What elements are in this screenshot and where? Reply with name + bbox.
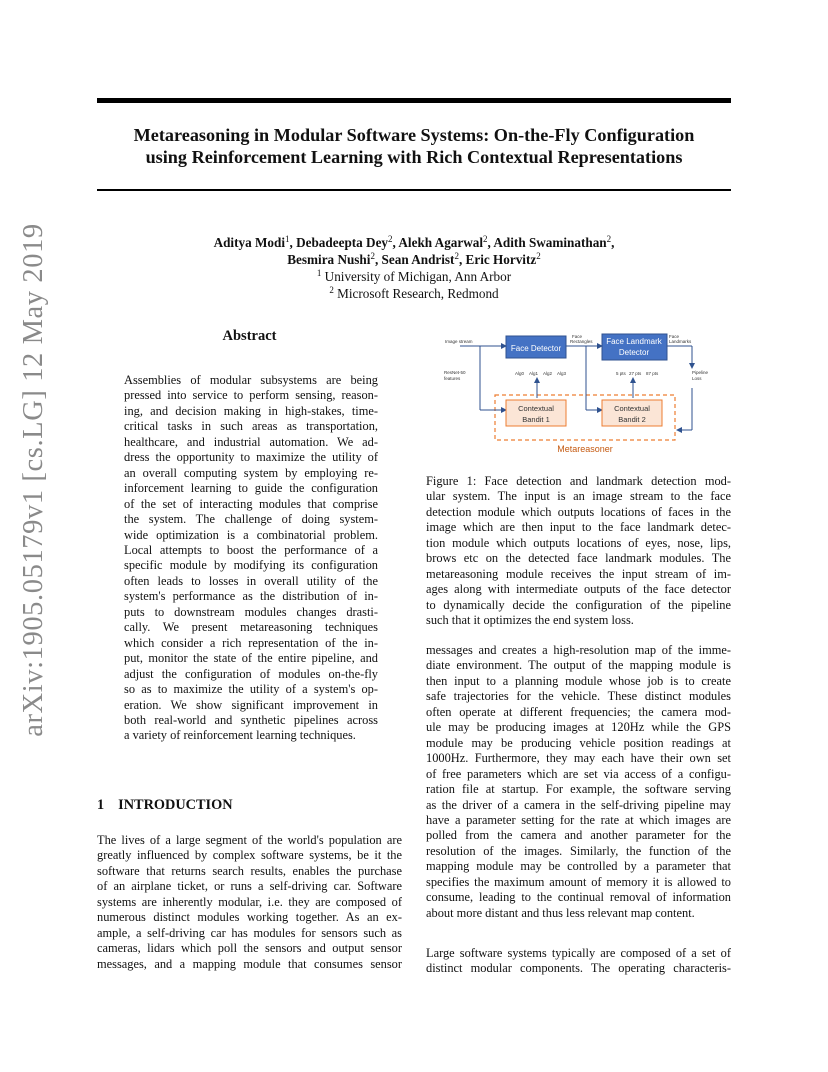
paper-title: Metareasoning in Modular Software Systems: On-the-Fly Configuration using Reinforcement Learning with Rich Contextual Representations bbox=[133, 125, 695, 167]
label-face-land-2: Landmarks bbox=[669, 339, 692, 344]
label-pipeline-2: Loss bbox=[692, 376, 702, 381]
section-heading-introduction: 1 INTRODUCTION bbox=[97, 797, 233, 813]
text-line: of the set of interacting modules that comprise bbox=[124, 496, 378, 511]
text-line: image which are then input to the face landmark detec- bbox=[426, 520, 731, 535]
text-line: wide optimization is a combinatorial problem. bbox=[124, 527, 378, 542]
text-line: often leads to losses in overall utility of the bbox=[124, 573, 378, 588]
text-line: Figure 1: Face detection and landmark detection mod- bbox=[426, 474, 731, 488]
text-line: puts to downstream modules changes drasti- bbox=[124, 604, 378, 619]
text-line: messages, and a mapping module that consumes sensor bbox=[97, 956, 402, 971]
landmark-choice: 87 pts bbox=[646, 371, 659, 376]
text-line: messages and creates a high-resolution map of the imme- bbox=[426, 643, 731, 657]
text-line: systems are inherently modular, i.e. they are composed of bbox=[97, 894, 402, 909]
intro-paragraph bbox=[97, 833, 402, 972]
text-line: 1000Hz. Furthermore, they may each have their own set bbox=[426, 751, 731, 766]
text-line: which consider a rich representation of the in- bbox=[124, 635, 378, 650]
text-line: tion module which outputs locations of eyes, nose, lips, bbox=[426, 535, 731, 550]
text-line: consume, leading to the continual removal of information bbox=[426, 890, 731, 905]
text-line: inforcement learning to guide the configuration bbox=[124, 481, 378, 496]
text-line: pressed into service to perform sensing, reason- bbox=[124, 388, 378, 403]
text-line: adjust the configuration of modules on-the-fly bbox=[124, 666, 378, 681]
text-line: both real-world and synthetic pipelines across bbox=[124, 712, 378, 727]
face-landmark-label-2: Detector bbox=[618, 348, 650, 357]
text-line: put, monitor the state of the entire pipeline, and bbox=[124, 651, 378, 666]
text-line: the system. The challenge of doing system- bbox=[124, 512, 378, 527]
text-line: so as to maximize the utility of a system's op- bbox=[124, 682, 378, 697]
figure-1-caption bbox=[426, 474, 731, 629]
text-line: detection module which outputs locations of faces in the bbox=[426, 504, 731, 519]
alg-choice: Alg3 bbox=[557, 371, 567, 376]
label-face-rect-1: Face bbox=[572, 334, 583, 339]
face-detector-label: Face Detector bbox=[510, 344, 562, 353]
text-line: specifies the maximum amount of memory it is allowed to bbox=[426, 874, 731, 889]
author-line-2: Besmira Nushi$^2$, Sean Andrist$^2$, Eric Horvitz$^2$ bbox=[287, 251, 541, 267]
text-line: diate environment. The output of the mapping module is bbox=[426, 658, 731, 673]
text-line: ample, a self-driving car has modules for sensors such as bbox=[97, 925, 402, 940]
text-line: have a parameter setting for the rate at which images are bbox=[426, 812, 731, 827]
text-line: resolution of the images. Similarly, the function of the bbox=[426, 843, 731, 858]
abstract-heading: Abstract bbox=[222, 328, 277, 344]
figure-1-diagram bbox=[440, 330, 730, 460]
text-line: specific module by modifying its configuration bbox=[124, 558, 378, 573]
landmark-choice: 27 pts bbox=[629, 371, 642, 376]
text-line: brows etc on the detected face landmark modules. The bbox=[426, 551, 731, 566]
author-line-1: Aditya Modi$^1$, Debadeepta Dey$^2$, Alekh Agarwal$^2$, Adith Swaminathan$^2$, bbox=[213, 234, 615, 250]
text-line: polled from the camera and another parameter for the bbox=[426, 828, 731, 843]
bandit-1-label-1: Contextual bbox=[518, 404, 554, 413]
alg-choice: Alg0 bbox=[515, 371, 525, 376]
bandit-1-label-2: Bandit 1 bbox=[522, 415, 550, 424]
text-line: an overall computing system by employing re- bbox=[124, 465, 378, 480]
label-resnet-2: features bbox=[444, 376, 461, 381]
text-line: cally. We present metareasoning techniques bbox=[124, 620, 378, 635]
label-pipeline-1: Pipeline bbox=[692, 370, 709, 375]
metareasoner-label: Metareasoner bbox=[557, 444, 613, 454]
title-top-rule bbox=[97, 98, 731, 103]
text-line: ing, and decision making in high-stakes, time- bbox=[124, 403, 378, 418]
text-line: healthcare, and industrial automation. We ad- bbox=[124, 434, 378, 449]
right-paragraph-1 bbox=[426, 643, 731, 921]
text-line: critical tasks in such areas as transportation, bbox=[124, 419, 378, 434]
face-landmark-label-1: Face Landmark bbox=[606, 337, 662, 346]
bandit-2-label-2: Bandit 2 bbox=[618, 415, 646, 424]
text-line: module may be producing vehicle position readings at bbox=[426, 735, 731, 750]
text-line: safe trajectories for the vehicle. These distinct modules bbox=[426, 689, 731, 704]
text-line: mapping module may be controlled by a parameter that bbox=[426, 859, 731, 874]
text-line: cameras, lidars which poll the sensors and output sensor bbox=[97, 941, 402, 956]
text-line: a variety of reinforcement learning techniques. bbox=[124, 728, 356, 743]
text-line: numerous distinct modules working together. As an ex- bbox=[97, 910, 402, 925]
text-line: such that it optimizes the end system loss. bbox=[426, 613, 634, 628]
text-line: to dynamically decide the configuration of the pipeline bbox=[426, 597, 731, 612]
text-line: of free parameters which are set via access of a configu- bbox=[426, 766, 731, 781]
text-line: of an airplane ticket, or runs a self-driving car. Software bbox=[97, 879, 402, 894]
label-face-land-1: Face bbox=[669, 334, 680, 339]
text-line: metareasoning module receives the input stream of im- bbox=[426, 566, 731, 581]
alg-choice: Alg1 bbox=[529, 371, 539, 376]
text-line: Local attempts to boost the performance of a bbox=[124, 542, 378, 557]
text-line: ule may be producing images at 120Hz while the GPS bbox=[426, 720, 731, 735]
bandit-2-label-1: Contextual bbox=[614, 404, 650, 413]
text-line: Assemblies of modular subsystems are being bbox=[124, 373, 378, 387]
landmark-choice: 5 pts bbox=[616, 371, 626, 376]
text-line: often operate at different frequencies; the camera mod- bbox=[426, 704, 731, 719]
text-line: system's performance as the distribution of in- bbox=[124, 589, 378, 604]
label-image-stream: Image stream bbox=[445, 339, 473, 344]
text-line: as the driver of a camera in the self-driving pipeline may bbox=[426, 797, 731, 812]
text-line: distinct modular components. The operating characteris- bbox=[426, 961, 731, 976]
author-block bbox=[97, 234, 731, 302]
affiliation-2: $^2$ Microsoft Research, Redmond bbox=[329, 285, 499, 301]
text-line: ular system. The input is an image stream to the face bbox=[426, 489, 731, 504]
text-line: then input to a planning module whose job is to create bbox=[426, 673, 731, 688]
text-line: Large software systems typically are composed of a set of bbox=[426, 946, 731, 960]
text-line: ration file at startup. For example, the software serving bbox=[426, 782, 731, 797]
abstract-body bbox=[124, 373, 378, 744]
text-line: greatly influenced by complex software systems, be it the bbox=[97, 848, 402, 863]
alg-choice: Alg2 bbox=[543, 371, 553, 376]
text-line: The lives of a large segment of the world's population are bbox=[97, 833, 402, 847]
text-line: ages along with intermediate outputs of the face detector bbox=[426, 582, 731, 597]
text-line: software that returns search results, enables the purchase bbox=[97, 863, 402, 878]
text-line: eration. We show significant improvement in bbox=[124, 697, 378, 712]
right-paragraph-2 bbox=[426, 946, 731, 977]
label-resnet-1: ResNet-50 bbox=[444, 370, 466, 375]
text-line: about more distant and thus less relevant map content. bbox=[426, 905, 695, 920]
affiliation-1: $^1$ University of Michigan, Ann Arbor bbox=[316, 268, 512, 284]
title-bottom-rule bbox=[97, 189, 731, 191]
text-line: dress the opportunity to maximize the utility of bbox=[124, 450, 378, 465]
label-face-rect-2: Rectangles bbox=[570, 339, 593, 344]
